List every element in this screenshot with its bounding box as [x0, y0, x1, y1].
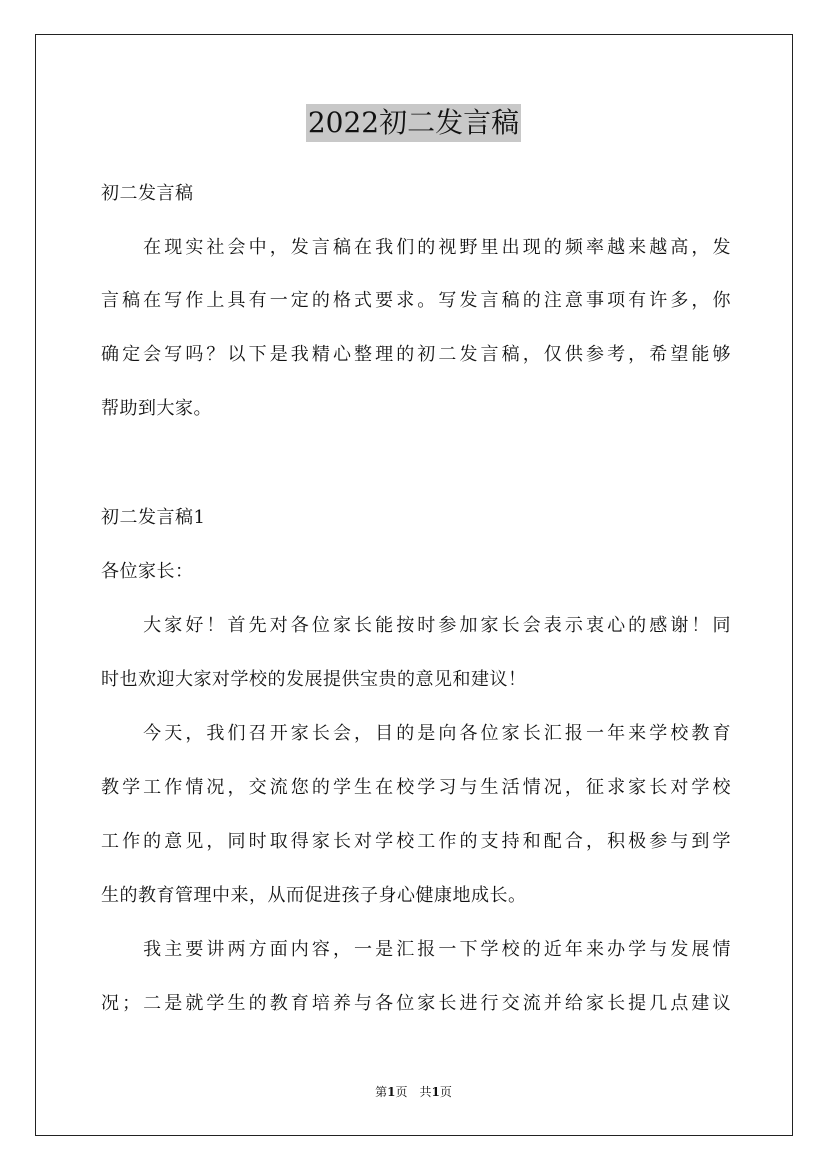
footer-page-mid: 页 共: [395, 1085, 432, 1099]
body-line-6: 生的教育管理中来，从而促进孩子身心健康地成长。: [101, 885, 527, 906]
footer-page-suffix: 页: [439, 1085, 452, 1099]
body-line-7: 我主要讲两方面内容，一是汇报一下学校的近年来办学与发展情: [101, 939, 731, 960]
intro-line-1: 在现实社会中，发言稿在我们的视野里出现的频率越来越高，发: [101, 237, 731, 258]
body-line-5: 工作的意见，同时取得家长对学校工作的支持和配合，积极参与到学: [101, 831, 731, 852]
page-footer: [0, 1084, 827, 1100]
intro-line-3: 确定会写吗？以下是我精心整理的初二发言稿，仅供参考，希望能够: [101, 344, 731, 365]
footer-page-number: 1: [387, 1085, 396, 1099]
intro-line-4: 帮助到大家。: [101, 398, 212, 419]
subtitle: 初二发言稿: [101, 183, 194, 204]
body-line-2: 时也欢迎大家对学校的发展提供宝贵的意见和建议！: [101, 669, 527, 690]
section-heading: 初二发言稿1: [101, 507, 206, 528]
intro-line-2: 言稿在写作上具有一定的格式要求。写发言稿的注意事项有许多，你: [101, 290, 731, 311]
body-line-3: 今天，我们召开家长会，目的是向各位家长汇报一年来学校教育: [101, 723, 731, 744]
document-title: 2022初二发言稿: [306, 104, 521, 142]
body-line-8: 况；二是就学生的教育培养与各位家长进行交流并给家长提几点建议: [101, 993, 731, 1014]
footer-total-pages: 1: [431, 1085, 440, 1099]
body-line-4: 教学工作情况，交流您的学生在校学习与生活情况，征求家长对学校: [101, 777, 731, 798]
salutation: 各位家长：: [101, 561, 194, 582]
title-container: [0, 104, 827, 142]
body-line-1: 大家好！首先对各位家长能按时参加家长会表示衷心的感谢！同: [101, 615, 731, 636]
footer-page-prefix: 第: [375, 1085, 388, 1099]
